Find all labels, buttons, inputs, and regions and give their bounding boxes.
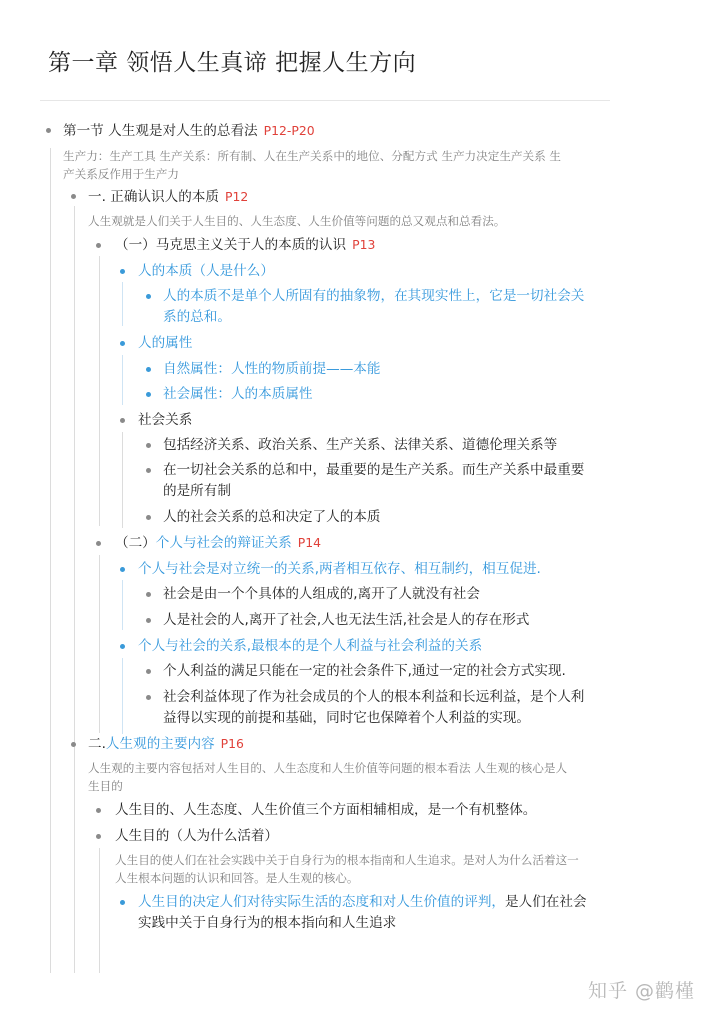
- bullet-dot: [71, 194, 76, 199]
- outline-guide-l2: [74, 206, 75, 973]
- bullet-dot: [46, 128, 51, 133]
- bullet-dot: [146, 695, 151, 700]
- bullet-dot: [146, 392, 151, 397]
- part-1b-label: 个人与社会的辩证关系: [155, 535, 292, 551]
- subsection-2-heading: [88, 733, 244, 755]
- bullet-dot: [120, 418, 125, 423]
- subsection-1-label: 一. 正确认识人的本质: [88, 189, 219, 205]
- human-attributes-heading: 人的属性: [138, 335, 193, 351]
- subsection-2-prefix: 二.: [88, 736, 106, 752]
- section-1-note-line2: 产关系反作用于生产力: [63, 167, 179, 181]
- outline-guide-l3b: [99, 555, 100, 733]
- interest-item-1: 个人利益的满足只能在一定的社会条件下,通过一定的社会方式实现.: [163, 663, 566, 679]
- part-1b-prefix: （二）: [115, 535, 156, 551]
- outline-guide-l4c: [122, 432, 123, 528]
- bullet-dot: [120, 341, 125, 346]
- part-1a-heading: [115, 234, 375, 256]
- social-relations-item-2-line2: 的是所有制: [163, 483, 231, 499]
- life-purpose-note-line2: 人生根本问题的认识和回答。是人生观的核心。: [115, 871, 359, 885]
- zhihu-watermark: 知乎 @鹳槿: [588, 980, 696, 1002]
- bullet-dot: [146, 618, 151, 623]
- chapter-title: 第一章 领悟人生真谛 把握人生方向: [48, 50, 417, 76]
- interest-heading: 个人与社会的关系,最根本的是个人利益与社会利益的关系: [138, 638, 483, 654]
- life-purpose-point-line2: 实践中关于自身行为的根本指向和人生追求: [138, 915, 397, 931]
- life-purpose-point-line1: [138, 891, 587, 913]
- outline-guide-l4e: [122, 658, 123, 734]
- bullet-dot: [120, 644, 125, 649]
- title-divider: [40, 100, 610, 101]
- outline-guide-l4b: [122, 355, 123, 405]
- bullet-dot: [96, 834, 101, 839]
- outline-guide-l1: [50, 148, 51, 973]
- social-attribute: 社会属性：人的本质属性: [163, 386, 313, 402]
- subsection-1-heading: [88, 186, 248, 208]
- bullet-dot: [120, 269, 125, 274]
- subsection-2-pages: P16: [220, 736, 244, 751]
- bullet-dot: [146, 468, 151, 473]
- human-essence-line1: 人的本质不是单个人所固有的抽象物，在其现实性上，它是一切社会关: [163, 288, 585, 304]
- subsection-1-note: 人生观就是人们关于人生目的、人生态度、人生价值等问题的总又观点和总看法。: [88, 214, 506, 228]
- outline-guide-l4d: [122, 580, 123, 630]
- subsection-2-note-line1: 人生观的主要内容包括对人生目的、人生态度和人生价值等问题的根本看法 人生观的核心是人: [88, 761, 568, 775]
- unity-item-1: 社会是由一个个具体的人组成的,离开了人就没有社会: [163, 586, 480, 602]
- bullet-dot: [146, 367, 151, 372]
- three-aspects: 人生目的、人生态度、人生价值三个方面相辅相成，是一个有机整体。: [115, 802, 537, 818]
- part-1b-heading: [115, 532, 321, 554]
- subsection-1-pages: P12: [225, 189, 249, 204]
- bullet-dot: [96, 243, 101, 248]
- unity-item-2: 人是社会的人,离开了社会,人也无法生活,社会是人的存在形式: [163, 612, 530, 628]
- outline-guide-l3a: [99, 256, 100, 526]
- section-1-note-line1: 生产力：生产工具 生产关系：所有制、人在生产关系中的地位、分配方式 生产力决定生产关系 生: [63, 149, 561, 163]
- social-relations-item-3: 人的社会关系的总和决定了人的本质: [163, 509, 381, 525]
- life-purpose-point-dark: 是人们在社会: [505, 894, 587, 910]
- section-1-label: 第一节 人生观是对人生的总看法: [63, 123, 258, 139]
- social-relations-heading: 社会关系: [138, 412, 193, 428]
- outline-guide-l4a: [122, 282, 123, 326]
- interest-item-2-line1: 社会利益体现了作为社会成员的个人的根本利益和长远利益，是个人利: [163, 689, 585, 705]
- bullet-dot: [146, 592, 151, 597]
- bullet-dot: [146, 515, 151, 520]
- subsection-2-label: 人生观的主要内容: [105, 736, 215, 752]
- natural-attribute: 自然属性：人性的物质前提——本能: [163, 361, 381, 377]
- section-1-pages: P12-P20: [263, 123, 315, 138]
- life-purpose-point-blue: 人生目的决定人们对待实际生活的态度和对人生价值的评判，: [138, 894, 506, 910]
- bullet-dot: [146, 669, 151, 674]
- human-essence-line2: 系的总和。: [163, 309, 231, 325]
- part-1a-pages: P13: [352, 237, 376, 252]
- social-relations-item-1: 包括经济关系、政治关系、生产关系、法律关系、道德伦理关系等: [163, 437, 558, 453]
- part-1b-pages: P14: [297, 535, 321, 550]
- subsection-2-note-line2: 生目的: [88, 779, 123, 793]
- part-1a-label: （一）马克思主义关于人的本质的认识: [115, 237, 347, 253]
- bullet-dot: [96, 808, 101, 813]
- life-purpose-note-line1: 人生目的使人们在社会实践中关于自身行为的根本指南和人生追求。是对人为什么活着这一: [115, 853, 579, 867]
- bullet-dot: [96, 541, 101, 546]
- section-1-heading: [63, 120, 315, 142]
- bullet-dot: [146, 443, 151, 448]
- bullet-dot: [71, 742, 76, 747]
- social-relations-item-2-line1: 在一切社会关系的总和中，最重要的是生产关系。而生产关系中最重要: [163, 462, 585, 478]
- bullet-dot: [120, 567, 125, 572]
- bullet-dot: [120, 900, 125, 905]
- bullet-dot: [146, 294, 151, 299]
- unity-heading: 个人与社会是对立统一的关系,两者相互依存、相互制约，相互促进.: [138, 561, 541, 577]
- interest-item-2-line2: 益得以实现的前提和基础，同时它也保障着个人利益的实现。: [163, 710, 531, 726]
- outline-guide-l3c: [99, 848, 100, 973]
- human-essence-heading: 人的本质（人是什么）: [138, 263, 274, 279]
- life-purpose-heading: 人生目的（人为什么活着）: [115, 828, 279, 844]
